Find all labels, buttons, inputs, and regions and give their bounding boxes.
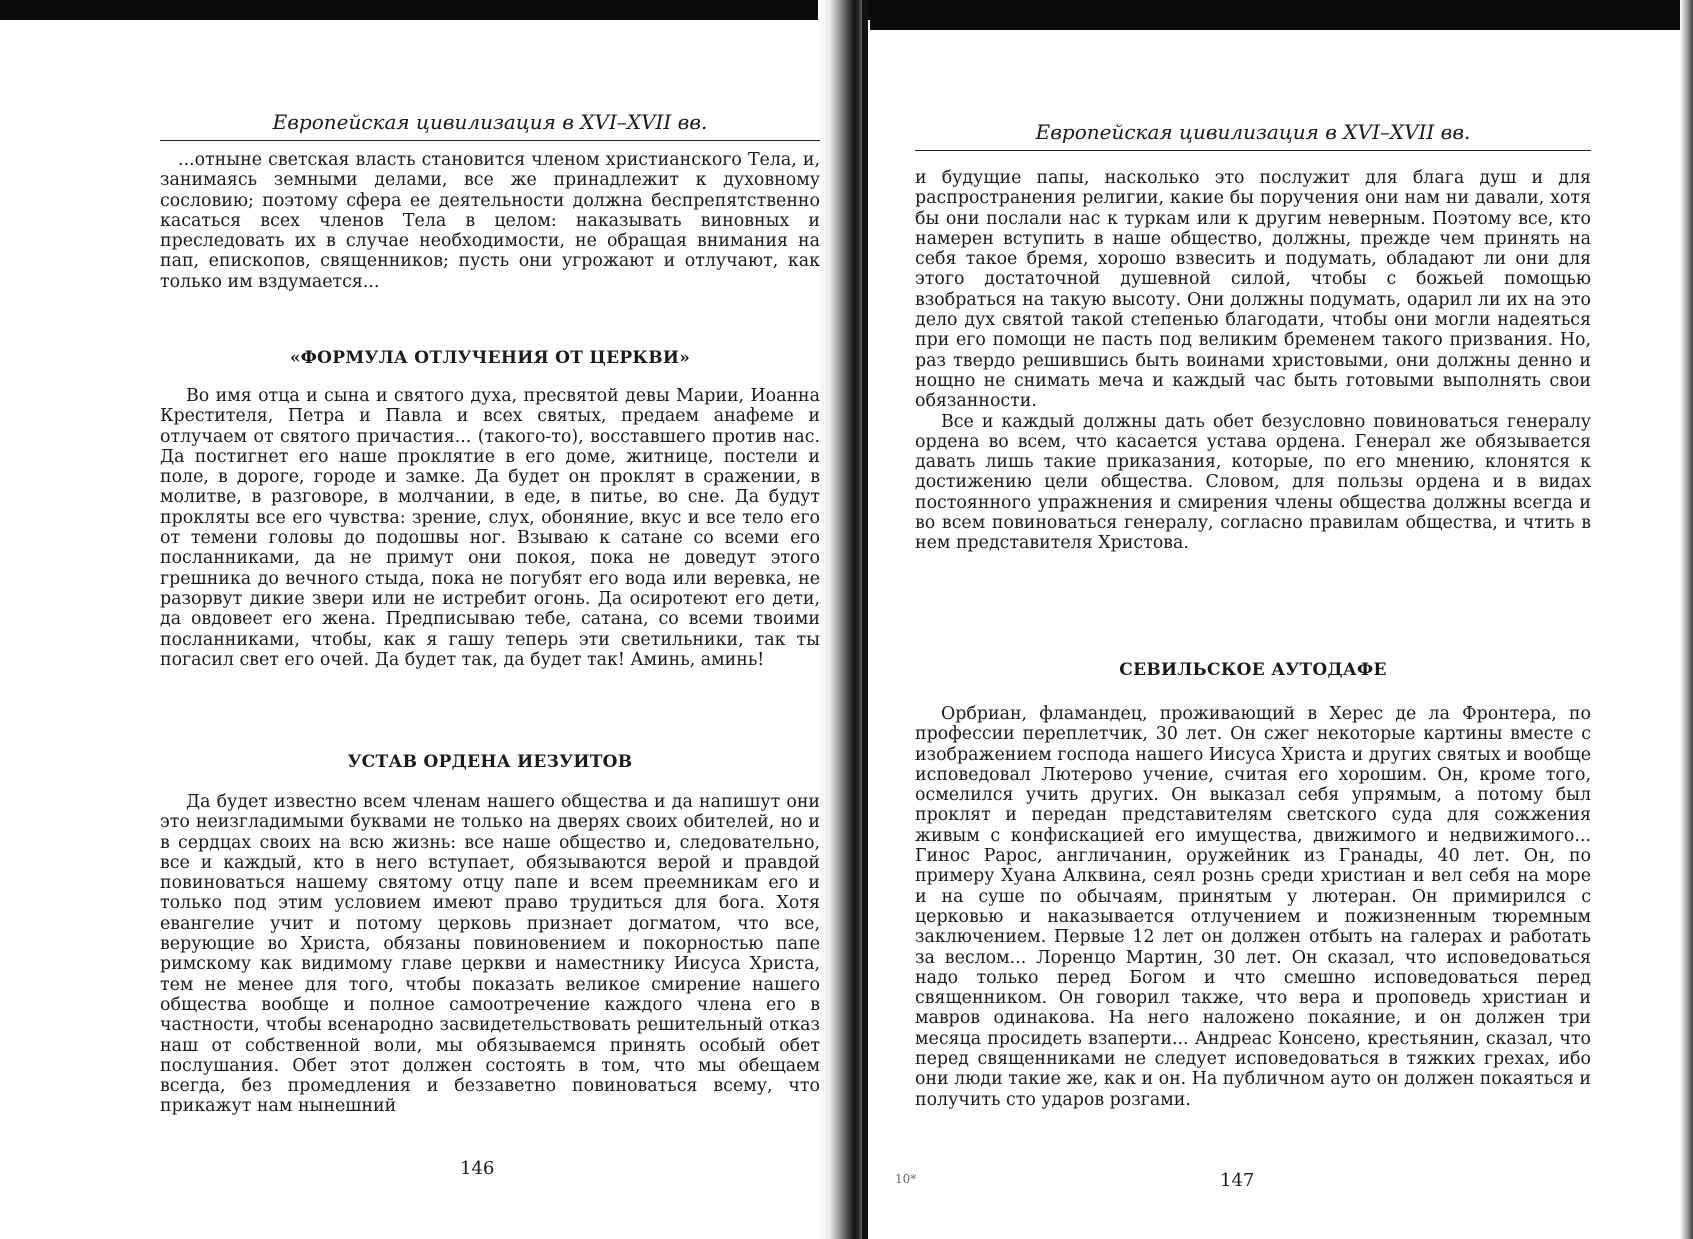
excommunication-paragraph: Во имя отца и сына и святого духа, пресвятой девы Марии, Иоанна Крестителя, Петра и Павла и всех святых, предаем анафеме и отлучаем от святого причастия... (такого-то), восставшего против нас. Да постигнет его наше проклятие в его доме, житнице, постели и поле, в дороге, городе и замке. Да будет он проклят в сражении, в молитве, в разговоре, в молчании, в еде, в питье, во сне. Да будут прокляты все его чувства: зрение, слух, обоняние, вкус и все тело его от темени головы до подошвы ног. Взываю к сатане со всеми его посланниками, да не примут они покоя, пока не доведут этого грешника до вечного стыда, пока не погубят его вода или веревка, не разорвут дикие звери или не истребит огонь. Да осиротеют его дети, да овдовеет его жена. Предписываю тебе, сатана, со всеми твоими посланниками, чтобы, как я гашу теперь эти светильники, так ты погасил свет его очей. Да будет так, да будет так! Аминь, аминь! <box>160 386 820 670</box>
section-heading: «ФОРМУЛА ОТЛУЧЕНИЯ ОТ ЦЕРКВИ» <box>289 348 691 368</box>
header-rule <box>160 140 820 141</box>
header-rule <box>915 150 1591 151</box>
scan-top-border-right <box>870 0 1693 30</box>
autodafe-paragraph: Орбриан, фламандец, проживающий в Херес де ла Фронтера, по профессии переплетчик, 30 лет. Он сжег некоторые картины вместе с изображением господа нашего Иисуса Христа и других святых и вообще исповедовал Лютерово учение, считая его хорошим. Он, кроме того, осмелился учить других. Он выказал себя упрямым, а потому был проклят и передан представителям светского суда для сожжения живым с конфискацией его имущества, движимого и недвижимого... Гинос Рарос, англичанин, оружейник из Гранады, 40 лет. Он, по примеру Хуана Алквина, сеял рознь среди христиан и вел себя на море и на суше по обычаям, принятым у лютеран. Он примирился с церковью и наказывается отлучением и пожизненным тюремным заключением. Первые 12 лет он должен отбыть на галерах и работать за веслом... Лоренцо Мартин, 30 лет. Он сказал, что исповедоваться надо только перед Богом и что смешно исповедоваться перед священником. Он говорил также, что вера и проповедь христиан и мавров одинакова. На него наложено покаяние, и он должен три месяца просидеть взаперти... Андреас Консено, крестьянин, сказал, что перед священниками не следует исповедоваться в тяжких грехах, ибо они люди такие же, как и он. На публичном ауто он должен покаяться и получить сто ударов розгами. <box>915 704 1591 1110</box>
page-number: 146 <box>460 1158 495 1179</box>
jesuit-charter-paragraph: Да будет известно всем членам нашего общества и да напишут они это неизгладимыми буквами не только на дверях своих обителей, но и в сердцах своих на всю жизнь: все наше общество и, следовательно, все и каждый, кто в него вступает, обязываются верой и правдой повиноваться нашему святому отцу папе и всем преемникам его и только под этим условием имеют право трудиться для бога. Хотя евангелие учит и потому церковь признает догматом, что все, верующие во Христа, обязаны повиновением и покорностью папе римскому как видимому главе церкви и наместнику Иисуса Христа, тем не менее для того, чтобы показать великое смирение нашего общества вообще и полное самоотречение каждого члена его в частности, чтобы всенародно засвидетельствовать решительный отказ наш от собственной воли, мы обязываемся принять особый обет послушания. Обет этот должен состоять в том, что мы обещаем всегда, без промедления и беззаветно повиноваться всему, что прикажут нам нынешний <box>160 792 820 1117</box>
running-head: Европейская цивилизация в XVI–XVII вв. <box>1035 120 1471 144</box>
section-heading: УСТАВ ОРДЕНА ИЕЗУИТОВ <box>347 752 633 772</box>
page-edge-right <box>1680 0 1693 1239</box>
section-heading: СЕВИЛЬСКОЕ АУТОДАФЕ <box>1119 660 1387 680</box>
signature-mark: 10* <box>895 1172 917 1186</box>
intro-paragraph: ...отныне светская власть становится членом христианского Тела, и, занимаясь земными делами, все же принадлежит к духовному сословию; поэтому сфера ее деятельности должна беспрепятственно касаться всех членов Тела в целом: наказывать виновных и преследовать их в случае необходимости, не обращая внимания на пап, епископов, священников; пусть они угрожают и отлучают, как только им вздумается... <box>160 150 820 292</box>
book-gutter <box>818 0 866 1239</box>
page-number: 147 <box>1220 1170 1255 1191</box>
book-gutter-shadow <box>862 0 868 1239</box>
running-head: Европейская цивилизация в XVI–XVII вв. <box>272 110 708 134</box>
jesuit-charter-continued: и будущие папы, насколько это послужит для блага душ и для распространения религии, какие бы поручения они нам ни давали, хотя бы они послали нас к туркам или к другим неверным. Поэтому все, кто намерен вступить в наше общество, должны, прежде чем принять на себя такое бремя, хорошо взвесить и подумать, обладают ли они для этого достаточной душевной силой, чтобы с божьей помощью взобраться на такую высоту. Они должны подумать, одарил ли их на это дело дух святой такой степенью благодати, чтобы они могли надеяться при его помощи не пасть под великим бременем такого призвания. Но, раз твердо решившись быть воинами христовыми, они должны денно и нощно не снимать меча и каждый час быть готовыми выполнять свои обязанности. Все и каждый должны дать обет безусловно повиноваться генералу ордена во всем, что касается устава ордена. Генерал же обязывается давать лишь такие приказания, которые, по его мнению, клонятся к достижению цели общества. Словом, для пользы ордена и в видах постоянного упражнения и смирения члены общества должны всегда и во всем повиноваться генералу, согласно правилам общества, и чтить в нем представителя Христова. <box>915 168 1591 554</box>
